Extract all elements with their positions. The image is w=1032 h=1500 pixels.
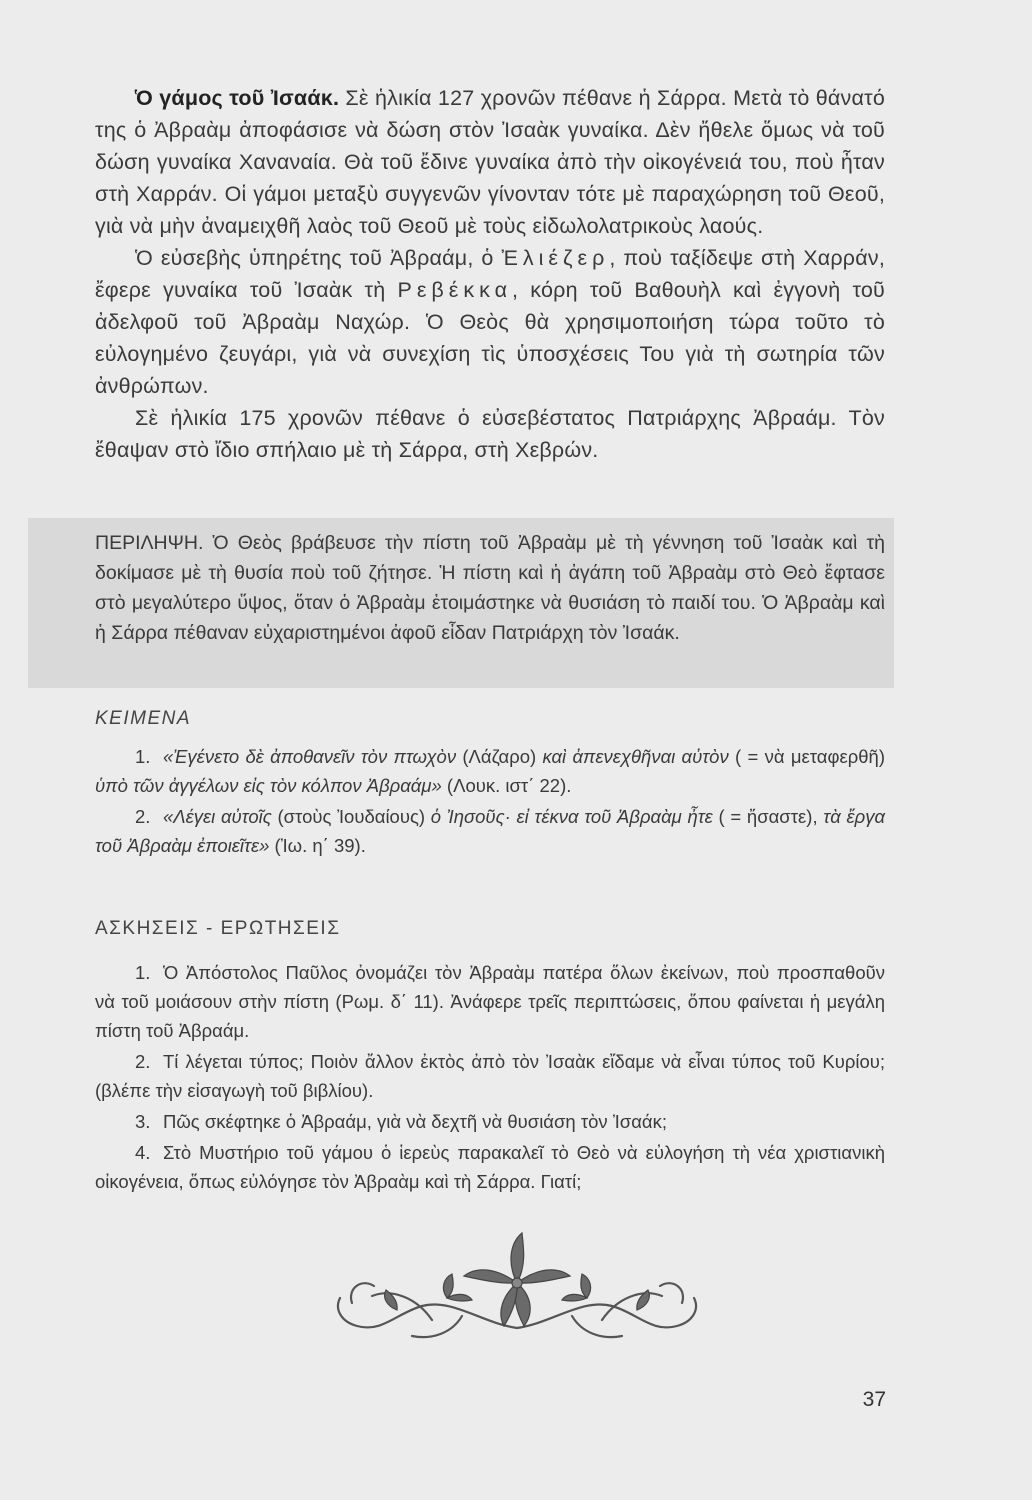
paragraph-eliezer xyxy=(95,242,885,402)
texts-list xyxy=(95,742,885,862)
exercises-heading: ΑΣΚΗΣΕΙΣ - ΕΡΩΤΗΣΕΙΣ xyxy=(95,918,341,939)
reference-text: (Λουκ. ιστ΄ 22). xyxy=(441,775,572,796)
text-item xyxy=(95,742,885,800)
item-number: 4. xyxy=(135,1142,151,1163)
exercise-item xyxy=(95,958,885,1045)
item-number: 1. xyxy=(135,962,151,983)
text-item xyxy=(95,802,885,860)
summary-label: ΠΕΡΙΛΗΨΗ. xyxy=(95,532,204,554)
exercise-text: Στὸ Μυστήριο τοῦ γάμου ὁ ἱερεὺς παρακαλεῖ τὸ Θεὸ νὰ εὐλογήση τὴ νέα χριστιανικὴ οἰκογένεια, ὅπως εὐλόγησε τὸν Ἀβραὰμ καὶ τὴ Σάρρα. Γιατί; xyxy=(95,1142,885,1192)
exercise-item xyxy=(95,1107,885,1136)
paragraph-text: Σὲ ἡλικία 127 χρονῶν πέθανε ἡ Σάρρα. Μετὰ τὸ θάνατό της ὁ Ἀβραὰμ ἀποφάσισε νὰ δώση στὸν Ἰσαὰκ γυναίκα. Δὲν ἤθελε ὅμως νὰ τοῦ δώση γυναίκα Χαναναία. Θὰ τοῦ ἔδινε γυναίκα ἀπὸ τὴν οἰκογένειά του, ποὺ ἦταν στὴ Χαρράν. Οἱ γάμοι μεταξὺ συγγενῶν γίνονταν τότε μὲ παραχώρηση τοῦ Θεοῦ, γιὰ νὰ μὴν ἀναμειχθῆ λαὸς τοῦ Θεοῦ μὲ τοὺς εἰδωλολατρικοὺς λαούς. xyxy=(95,86,885,238)
quote-text: «Λέγει αὐτοῖς xyxy=(163,806,272,827)
paragraph-marriage xyxy=(95,82,885,242)
paragraph-text: Ὁ εὐσεβὴς ὑπηρέτης τοῦ Ἀβραάμ, ὁ xyxy=(135,246,502,270)
note-text: ( = ἤσαστε), xyxy=(712,806,824,827)
reference-text: (Ἰω. η΄ 39). xyxy=(269,835,366,856)
exercise-text: Πῶς σκέφτηκε ὁ Ἀβραάμ, γιὰ νὰ δεχτῆ νὰ θυσιάση τὸν Ἰσαάκ; xyxy=(163,1111,667,1132)
item-number: 1. xyxy=(135,746,151,767)
main-text xyxy=(95,82,885,466)
item-number: 2. xyxy=(135,1051,151,1072)
paragraph-death: Σὲ ἡλικία 175 χρονῶν πέθανε ὁ εὐσεβέστατος Πατριάρχης Ἀβραάμ. Τὸν ἔθαψαν στὸ ἴδιο σπήλαιο μὲ τὴ Σάρρα, στὴ Χεβρών. xyxy=(95,406,885,462)
note-text: (στοὺς Ἰουδαίους) xyxy=(271,806,431,827)
quote-text: ὑπὸ τῶν ἀγγέλων εἰς τὸν κόλπον Ἀβραάμ» xyxy=(95,775,442,796)
item-number: 3. xyxy=(135,1111,151,1132)
name-rebecca: Ρεβέκκα xyxy=(397,278,513,302)
exercise-item xyxy=(95,1047,885,1105)
note-text: (Λάζαρο) xyxy=(456,746,543,767)
paragraph-text: , ποὺ ταξίδεψε στὴ Χαρράν, ἔφερε γυναίκα τοῦ Ἰσαὰκ τὴ xyxy=(95,246,885,302)
name-eliezer: Ἐλιέζερ xyxy=(501,246,610,270)
item-number: 2. xyxy=(135,806,151,827)
quote-text: ὁ Ἰησοῦς· εἰ τέκνα τοῦ Ἀβραὰμ ἦτε xyxy=(430,806,713,827)
summary xyxy=(95,528,885,648)
texts-heading: ΚΕΙΜΕΝΑ xyxy=(95,708,192,729)
section-title: Ὁ γάμος τοῦ Ἰσαάκ. xyxy=(135,86,340,110)
page-number: 37 xyxy=(862,1388,886,1411)
note-text: ( = νὰ μεταφερθῆ) xyxy=(728,746,885,767)
summary-paragraph xyxy=(95,528,885,648)
floral-ornament-icon xyxy=(312,1228,722,1348)
paragraph-text: , κόρη τοῦ Βαθουὴλ καὶ ἐγγονὴ τοῦ ἀδελφοῦ τοῦ Ἀβραὰμ Ναχώρ. Ὁ Θεὸς θὰ χρησιμοποιήση τώρα τοῦτο τὸ εὐλογημένο ζευγάρι, γιὰ νὰ συνεχίση τὶς ὑποσχέσεις Του γιὰ τὴ σωτηρία τῶν ἀνθρώπων. xyxy=(95,278,885,398)
quote-text: καὶ ἀπενεχθῆναι αὐτὸν xyxy=(542,746,729,767)
exercises-list xyxy=(95,958,885,1198)
exercise-item xyxy=(95,1138,885,1196)
exercise-text: Τί λέγεται τύπος; Ποιὸν ἄλλον ἐκτὸς ἀπὸ τὸν Ἰσαὰκ εἴδαμε νὰ εἶναι τύπος τοῦ Κυρίου; (βλέπε τὴν εἰσαγωγὴ τοῦ βιβλίου). xyxy=(95,1051,885,1101)
summary-body: Ὁ Θεὸς βράβευσε τὴν πίστη τοῦ Ἀβραὰμ μὲ τὴ γέννηση τοῦ Ἰσαὰκ καὶ τὴ δοκίμασε μὲ τὴ θυσία ποὺ τοῦ ζήτησε. Ἡ πίστη καὶ ἡ ἀγάπη τοῦ Ἀβραὰμ στὸ Θεὸ ἔφτασε στὸ μεγαλύτερο ὕψος, ὅταν ὁ Ἀβραὰμ ἑτοιμάστηκε νὰ θυσιάση τὸ παιδί του. Ὁ Ἀβραὰμ καὶ ἡ Σάρρα πέθαναν εὐχαριστημένοι ἀφοῦ εἶδαν Πατριάρχη τὸν Ἰσαάκ. xyxy=(95,532,885,644)
quote-text: «Ἐγένετο δὲ ἀποθανεῖν τὸν πτωχὸν xyxy=(163,746,457,767)
quote-text: τὰ ἔργα τοῦ Ἀβραὰμ ἐποιεῖτε» xyxy=(95,806,886,856)
exercise-text: Ὁ Ἀπόστολος Παῦλος ὀνομάζει τὸν Ἀβραὰμ πατέρα ὅλων ἐκείνων, ποὺ προσπαθοῦν νὰ τοῦ μοιάσουν στὴν πίστη (Ρωμ. δ΄ 11). Ἀνάφερε τρεῖς περιπτώσεις, ὅπου φαίνεται ἡ μεγάλη πίστη τοῦ Ἀβραάμ. xyxy=(95,962,885,1041)
